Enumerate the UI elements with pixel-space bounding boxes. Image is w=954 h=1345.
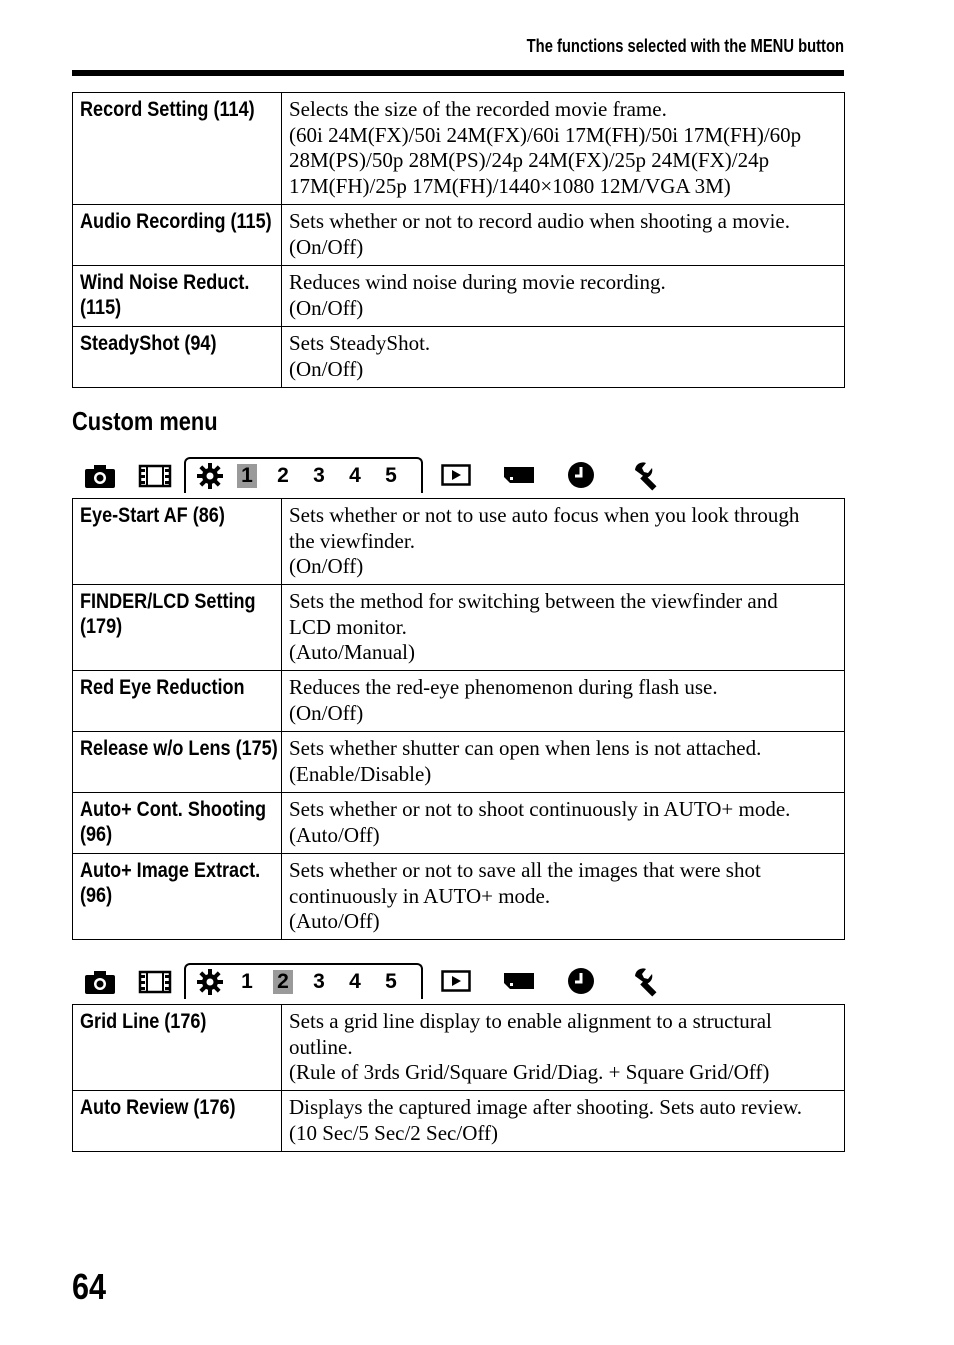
setting-options: (Auto/Manual) [289, 640, 415, 664]
memory-card-icon[interactable] [502, 465, 536, 490]
tab-number-3[interactable]: 3 [313, 464, 325, 487]
setting-label: Red Eye Reduction [80, 676, 245, 699]
memory-card-icon[interactable] [502, 971, 536, 996]
movie-film-icon [138, 969, 172, 1000]
setting-options: (On/Off) [289, 295, 364, 320]
setting-description: Sets SteadyShot. [289, 331, 431, 355]
tab-number-1[interactable]: 1 [241, 970, 253, 993]
setting-label: Record Setting (114) [80, 98, 255, 121]
setting-label: Release w/o Lens (175) [80, 737, 278, 760]
setting-options: 28M(PS)/50p 28M(PS)/24p 24M(FX)/25p 24M(FX)/24p [289, 148, 770, 172]
setting-options: (10 Sec/5 Sec/2 Sec/Off) [289, 1120, 498, 1145]
setting-label: Auto+ Image Extract. (96) [80, 859, 261, 907]
custom-menu-1-table [72, 498, 845, 940]
custom-menu-2-table [72, 1004, 845, 1152]
tab-number-1[interactable]: 1 [237, 464, 257, 488]
setting-label: Auto+ Cont. Shooting (96) [80, 798, 267, 846]
table-row [73, 671, 845, 732]
setting-options: (Auto/Off) [289, 909, 380, 933]
setting-description: Sets whether or not to shoot continuously in AUTO+ mode. [289, 797, 791, 821]
camera-icon [84, 969, 116, 1000]
setting-options: (Auto/Off) [289, 822, 380, 847]
table-row [73, 205, 845, 266]
tab-number-5[interactable]: 5 [385, 970, 397, 993]
setting-description: LCD monitor. [289, 614, 407, 639]
gear-icon[interactable] [196, 462, 224, 495]
clock-icon[interactable] [567, 967, 595, 1000]
section-heading: Custom menu [72, 406, 218, 436]
setting-description: Sets whether shutter can open when lens is not attached. [289, 736, 762, 760]
setting-options: (On/Off) [289, 554, 364, 578]
setting-description: Displays the captured image after shooting. Sets auto review. [289, 1095, 802, 1119]
setting-description: Sets whether or not to save all the images that were shot [289, 858, 761, 882]
setting-options: 17M(FH)/25p 17M(FH)/1440×1080 12M/VGA 3M) [289, 173, 731, 198]
table-row [73, 854, 845, 940]
wrench-icon[interactable] [632, 461, 662, 496]
table-row [73, 266, 845, 327]
table-row [73, 793, 845, 854]
page-number: 64 [72, 1266, 107, 1307]
setting-description: Reduces wind noise during movie recording. [289, 270, 666, 294]
header-rule [72, 70, 844, 76]
tab-number-4[interactable]: 4 [349, 464, 361, 487]
running-header: The functions selected with the MENU button [526, 36, 844, 56]
setting-options: (On/Off) [289, 356, 364, 381]
setting-label: Auto Review (176) [80, 1096, 236, 1119]
wrench-icon[interactable] [632, 967, 662, 1002]
table-row [73, 1005, 845, 1091]
setting-options: (On/Off) [289, 700, 364, 725]
setting-options: (Enable/Disable) [289, 761, 432, 786]
setting-label: SteadyShot (94) [80, 332, 217, 355]
table-row [73, 93, 845, 205]
playback-icon[interactable] [441, 970, 471, 997]
tab-number-4[interactable]: 4 [349, 970, 361, 993]
movie-film-icon [138, 463, 172, 494]
gear-icon[interactable] [196, 968, 224, 1001]
camera-icon [84, 463, 116, 494]
setting-options: (On/Off) [289, 234, 364, 259]
setting-description: Reduces the red-eye phenomenon during flash use. [289, 675, 718, 699]
playback-icon[interactable] [441, 464, 471, 491]
setting-options: (Rule of 3rds Grid/Square Grid/Diag. + Square Grid/Off) [289, 1060, 770, 1084]
setting-label: Eye-Start AF (86) [80, 504, 225, 527]
setting-description: Sets whether or not to record audio when shooting a movie. [289, 209, 790, 233]
table-row [73, 732, 845, 793]
setting-description: outline. [289, 1034, 353, 1059]
setting-label: Grid Line (176) [80, 1010, 207, 1033]
setting-description: Sets whether or not to use auto focus when you look through [289, 503, 800, 527]
setting-description: the viewfinder. [289, 528, 415, 553]
setting-label: Wind Noise Reduct. (115) [80, 271, 250, 319]
setting-label: Audio Recording (115) [80, 210, 272, 233]
movie-settings-table [72, 92, 845, 388]
menu-tab-bar [72, 457, 692, 497]
tab-number-2[interactable]: 2 [277, 464, 289, 487]
setting-options: (60i 24M(FX)/50i 24M(FX)/60i 17M(FH)/50i 17M(FH)/60p [289, 122, 802, 147]
table-row [73, 585, 845, 671]
setting-description: Sets a grid line display to enable alignment to a structural [289, 1009, 772, 1033]
table-row [73, 1091, 845, 1152]
tab-number-2[interactable]: 2 [273, 970, 293, 994]
setting-description: continuously in AUTO+ mode. [289, 883, 551, 908]
setting-label: FINDER/LCD Setting (179) [80, 590, 256, 638]
table-row [73, 499, 845, 585]
menu-tab-bar [72, 963, 692, 1003]
setting-description: Selects the size of the recorded movie frame. [289, 97, 667, 121]
clock-icon[interactable] [567, 461, 595, 494]
setting-description: Sets the method for switching between the viewfinder and [289, 589, 778, 613]
table-row [73, 327, 845, 388]
tab-number-5[interactable]: 5 [385, 464, 397, 487]
tab-number-3[interactable]: 3 [313, 970, 325, 993]
